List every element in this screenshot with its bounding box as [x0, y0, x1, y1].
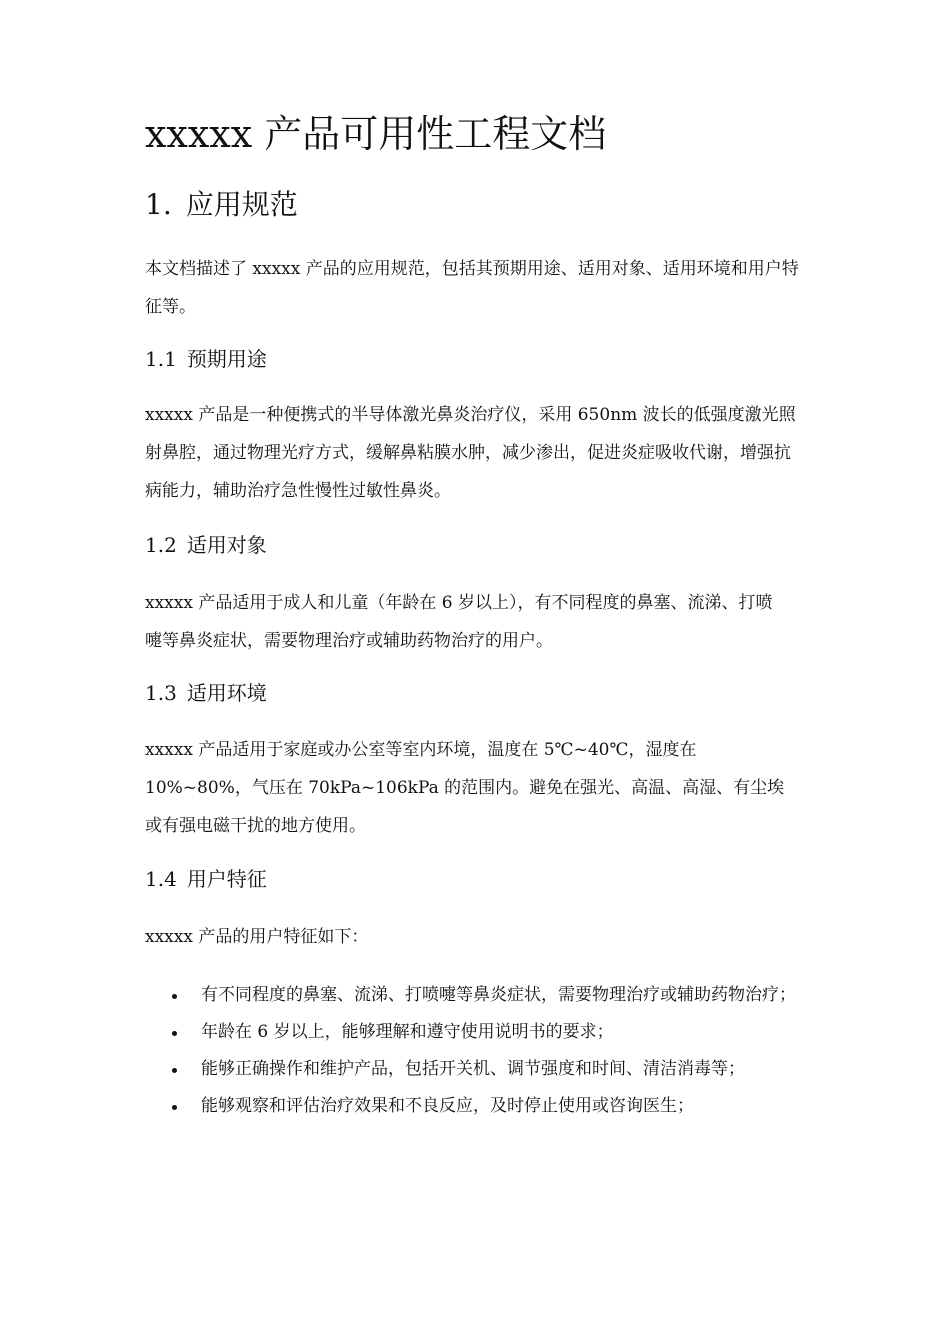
subsection-1-4-body: xxxxx 产品的用户特征如下：	[145, 927, 369, 947]
user-traits-list	[145, 977, 805, 1125]
subsection-number: 1.1	[145, 347, 177, 371]
subsection-1-4-heading	[145, 863, 267, 895]
subsection-1-1-heading	[145, 343, 267, 375]
subsection-title: 用户特征	[186, 867, 267, 891]
subsection-1-2-body: xxxxx 产品适用于成人和儿童（年龄在 6 岁以上），有不同程度的鼻塞、流涕、打喷嚏等鼻炎症状，需要物理治疗或辅助药物治疗的用户。	[145, 593, 773, 651]
bullet-icon	[172, 1105, 177, 1110]
document-title: xxxxx 产品可用性工程文档	[145, 112, 607, 156]
subsection-1-3-heading	[145, 677, 267, 709]
bullet-icon	[172, 1031, 177, 1036]
list-item-text: 能够正确操作和维护产品，包括开关机、调节强度和时间、清洁消毒等；	[201, 1059, 745, 1079]
list-item	[145, 1014, 805, 1051]
section-1-heading	[145, 183, 298, 227]
subsection-1-2-heading	[145, 529, 267, 561]
section-1-number: 1.	[145, 188, 172, 221]
list-item	[145, 977, 805, 1014]
subsection-number: 1.4	[145, 867, 177, 891]
subsection-1-1-body: xxxxx 产品是一种便携式的半导体激光鼻炎治疗仪，采用 650nm 波长的低强度激光照射鼻腔，通过物理光疗方式，缓解鼻粘膜水肿，减少渗出，促进炎症吸收代谢，增强抗病能力，辅助治疗急性慢性过敏性鼻炎。	[145, 405, 796, 501]
list-item-text: 有不同程度的鼻塞、流涕、打喷嚏等鼻炎症状，需要物理治疗或辅助药物治疗；	[201, 985, 796, 1005]
list-item-text: 能够观察和评估治疗效果和不良反应，及时停止使用或咨询医生；	[201, 1096, 694, 1116]
list-item	[145, 1088, 805, 1125]
subsection-title: 适用环境	[186, 681, 267, 705]
subsection-title: 预期用途	[186, 347, 267, 371]
subsection-title: 适用对象	[186, 533, 267, 557]
list-item-text: 年龄在 6 岁以上，能够理解和遵守使用说明书的要求；	[201, 1022, 614, 1042]
subsection-number: 1.3	[145, 681, 177, 705]
subsection-number: 1.2	[145, 533, 177, 557]
section-1-intro: 本文档描述了 xxxxx 产品的应用规范，包括其预期用途、适用对象、适用环境和用户特征等。	[145, 259, 799, 317]
bullet-icon	[172, 1068, 177, 1073]
subsection-1-3-body: xxxxx 产品适用于家庭或办公室等室内环境，温度在 5℃~40℃，湿度在 10%~80%，气压在 70kPa~106kPa 的范围内。避免在强光、高温、高湿、有尘埃或有强电磁干扰的地方使用。	[145, 740, 785, 836]
bullet-icon	[172, 994, 177, 999]
section-1-title: 应用规范	[185, 188, 298, 221]
list-item	[145, 1051, 805, 1088]
